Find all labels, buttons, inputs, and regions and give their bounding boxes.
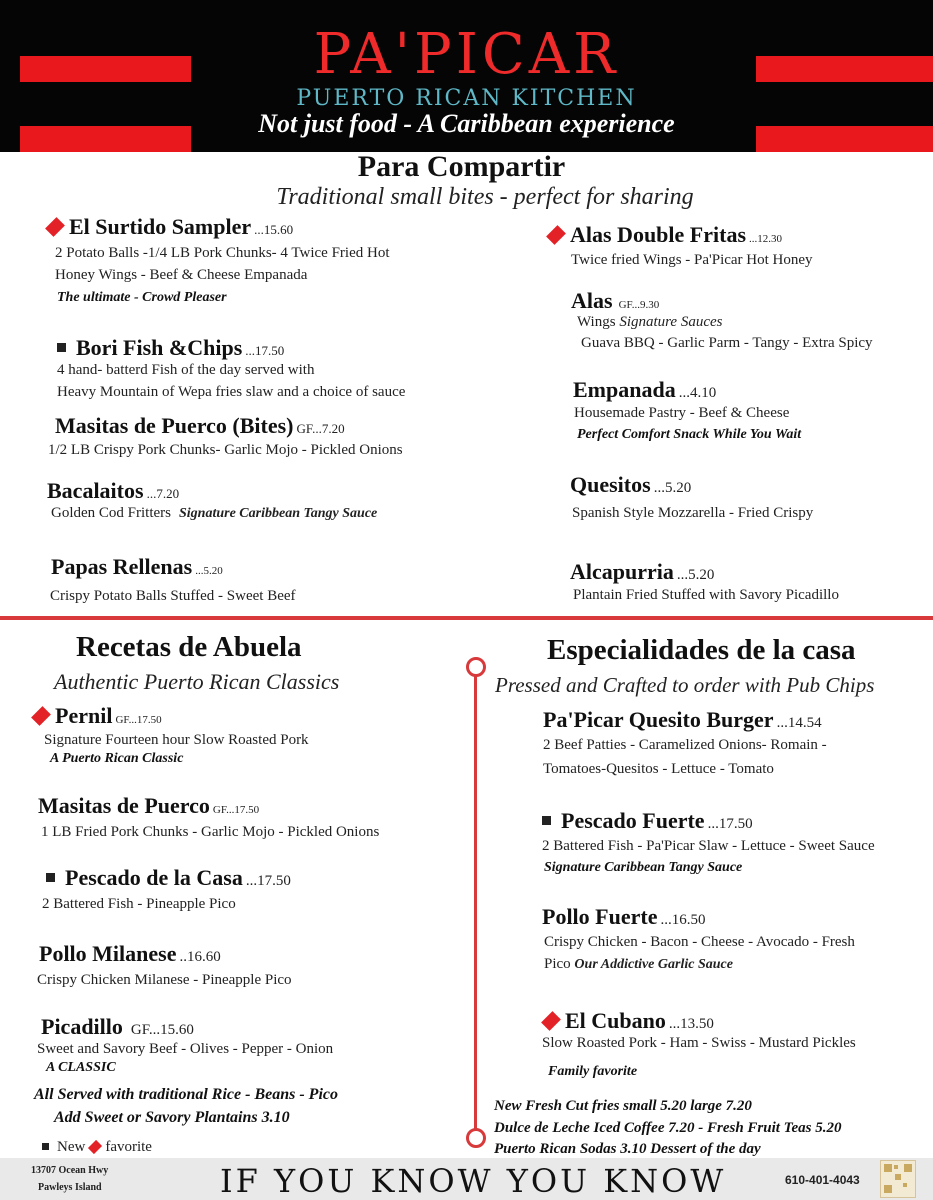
menu-item-name: El Cubano ...13.50 bbox=[540, 1008, 714, 1034]
menu-item-desc: 4 hand- batterd Fish of the day served with bbox=[57, 362, 315, 378]
section-title-abuela: Recetas de Abuela bbox=[76, 631, 302, 663]
menu-item-desc: 2 Potato Balls -1/4 LB Pork Chunks- 4 Twice Fried Hot bbox=[55, 245, 390, 261]
menu-item-desc: Spanish Style Mozzarella - Fried Crispy bbox=[572, 505, 814, 521]
favorite-diamond-icon bbox=[31, 706, 51, 726]
menu-item-note: A Puerto Rican Classic bbox=[50, 751, 184, 766]
menu-item-desc: Wings Signature Sauces bbox=[577, 314, 723, 330]
favorite-diamond-icon bbox=[45, 217, 65, 237]
menu-item-desc: Pico Our Addictive Garlic Sauce bbox=[544, 956, 733, 972]
menu-item-note: A CLASSIC bbox=[46, 1060, 116, 1075]
menu-item-desc: Guava BBQ - Garlic Parm - Tangy - Extra Spicy bbox=[581, 335, 873, 351]
section-subtitle-casa: Pressed and Crafted to order with Pub Chips bbox=[495, 673, 875, 697]
menu-item-name: Empanada ...4.10 bbox=[573, 377, 717, 402]
favorite-diamond-icon bbox=[541, 1011, 561, 1031]
extras-line: Dulce de Leche Iced Coffee 7.20 - Fresh Fruit Teas 5.20 bbox=[494, 1120, 842, 1136]
menu-item-desc: 2 Beef Patties - Caramelized Onions- Romain - bbox=[543, 737, 827, 753]
menu-item-name: Masitas de Puerco (Bites) GF...7.20 bbox=[55, 413, 345, 438]
section-divider bbox=[0, 616, 933, 620]
new-square-icon bbox=[542, 816, 551, 825]
menu-item-desc: 2 Battered Fish - Pineapple Pico bbox=[42, 896, 236, 912]
menu-item-note: Perfect Comfort Snack While You Wait bbox=[577, 427, 802, 442]
favorite-diamond-icon bbox=[88, 1139, 102, 1153]
section-title-casa: Especialidades de la casa bbox=[547, 634, 856, 666]
divider-circle bbox=[466, 1128, 486, 1148]
extras-line: Puerto Rican Sodas 3.10 Dessert of the day bbox=[494, 1141, 761, 1157]
brand-title: PA'PICAR bbox=[313, 22, 620, 87]
menu-item-desc: 2 Battered Fish - Pa'Picar Slaw - Lettuce - Sweet Sauce bbox=[542, 838, 875, 854]
menu-item-name: Papas Rellenas ...5.20 bbox=[51, 554, 223, 579]
menu-item-desc: Sweet and Savory Beef - Olives - Pepper - Onion bbox=[37, 1041, 334, 1057]
menu-item-desc: Honey Wings - Beef & Cheese Empanada bbox=[55, 267, 308, 283]
footer-slogan: IF YOU KNOW YOU KNOW bbox=[220, 1162, 727, 1200]
new-square-icon bbox=[57, 343, 66, 352]
menu-item-name: Alas Double Fritas ...12.30 bbox=[545, 222, 782, 248]
favorite-diamond-icon bbox=[546, 225, 566, 245]
menu-item-name: Alas GF...9.30 bbox=[571, 288, 660, 313]
menu-item-desc: Golden Cod Fritters Signature Caribbean Tangy Sauce bbox=[51, 505, 378, 521]
new-square-icon bbox=[42, 1143, 49, 1150]
menu-item-desc: Slow Roasted Pork - Ham - Swiss - Mustard Pickles bbox=[542, 1035, 856, 1051]
menu-item-desc: Crispy Chicken Milanese - Pineapple Pico bbox=[37, 972, 292, 988]
menu-item-desc: Signature Fourteen hour Slow Roasted Pork bbox=[44, 732, 309, 748]
menu-item-name: Bori Fish &Chips ...17.50 bbox=[55, 335, 284, 361]
menu-item-name: Quesitos ...5.20 bbox=[570, 472, 692, 497]
served-with-note: All Served with traditional Rice - Beans - Pico bbox=[34, 1086, 338, 1103]
menu-item-name: Pernil GF...17.50 bbox=[30, 703, 162, 729]
menu-item-note: Signature Caribbean Tangy Sauce bbox=[544, 860, 743, 875]
legend: New favorite bbox=[42, 1139, 152, 1156]
menu-item-name: Bacalaitos ...7.20 bbox=[47, 478, 180, 503]
divider-circle bbox=[466, 657, 486, 677]
menu-item-desc: Twice fried Wings - Pa'Picar Hot Honey bbox=[571, 252, 813, 268]
extras-line: New Fresh Cut fries small 5.20 large 7.20 bbox=[494, 1098, 752, 1114]
menu-item-name: Pollo Milanese ..16.60 bbox=[39, 941, 221, 966]
menu-item-name: El Surtido Sampler ...15.60 bbox=[44, 214, 293, 240]
brand-subtitle: PUERTO RICAN KITCHEN bbox=[296, 86, 637, 111]
menu-item-desc: Crispy Chicken - Bacon - Cheese - Avocado - Fresh bbox=[544, 934, 855, 950]
menu-item-name: Pa'Picar Quesito Burger ...14.54 bbox=[543, 707, 822, 732]
menu-item-name: Pollo Fuerte ...16.50 bbox=[542, 904, 706, 929]
menu-item-desc: Crispy Potato Balls Stuffed - Sweet Beef bbox=[50, 588, 296, 604]
menu-item-name: Masitas de Puerco GF...17.50 bbox=[38, 793, 260, 818]
phone-number: 610-401-4043 bbox=[785, 1173, 860, 1187]
menu-item-desc: 1 LB Fried Pork Chunks - Garlic Mojo - Pickled Onions bbox=[41, 824, 380, 840]
menu-item-name: Alcapurria ...5.20 bbox=[570, 559, 715, 584]
menu-item-desc: Housemade Pastry - Beef & Cheese bbox=[574, 405, 790, 421]
menu-item-note: The ultimate - Crowd Pleaser bbox=[57, 290, 227, 305]
brand-tagline: Not just food - A Caribbean experience bbox=[258, 109, 675, 138]
menu-item-name: Picadillo GF...15.60 bbox=[41, 1014, 194, 1039]
menu-item-desc: Tomatoes-Quesitos - Lettuce - Tomato bbox=[543, 761, 774, 777]
address-line: Pawleys Island bbox=[38, 1182, 102, 1193]
menu-item-desc: Plantain Fried Stuffed with Savory Picadillo bbox=[573, 587, 839, 603]
qr-code-icon bbox=[880, 1160, 916, 1198]
column-divider bbox=[474, 668, 477, 1138]
menu-header bbox=[0, 0, 933, 152]
section-title-sharing: Para Compartir bbox=[357, 150, 566, 183]
add-plantains-note: Add Sweet or Savory Plantains 3.10 bbox=[54, 1109, 290, 1126]
menu-item-desc: Heavy Mountain of Wepa fries slaw and a choice of sauce bbox=[57, 384, 406, 400]
address-line: 13707 Ocean Hwy bbox=[31, 1165, 109, 1176]
menu-item-note: Family favorite bbox=[548, 1064, 638, 1079]
new-square-icon bbox=[46, 873, 55, 882]
menu-item-name: Pescado de la Casa ...17.50 bbox=[44, 865, 291, 891]
menu-item-desc: 1/2 LB Crispy Pork Chunks- Garlic Mojo - Pickled Onions bbox=[48, 442, 403, 458]
section-subtitle-sharing: Traditional small bites - perfect for sharing bbox=[276, 184, 694, 210]
section-subtitle-abuela: Authentic Puerto Rican Classics bbox=[54, 669, 340, 694]
menu-item-name: Pescado Fuerte ...17.50 bbox=[540, 808, 753, 834]
